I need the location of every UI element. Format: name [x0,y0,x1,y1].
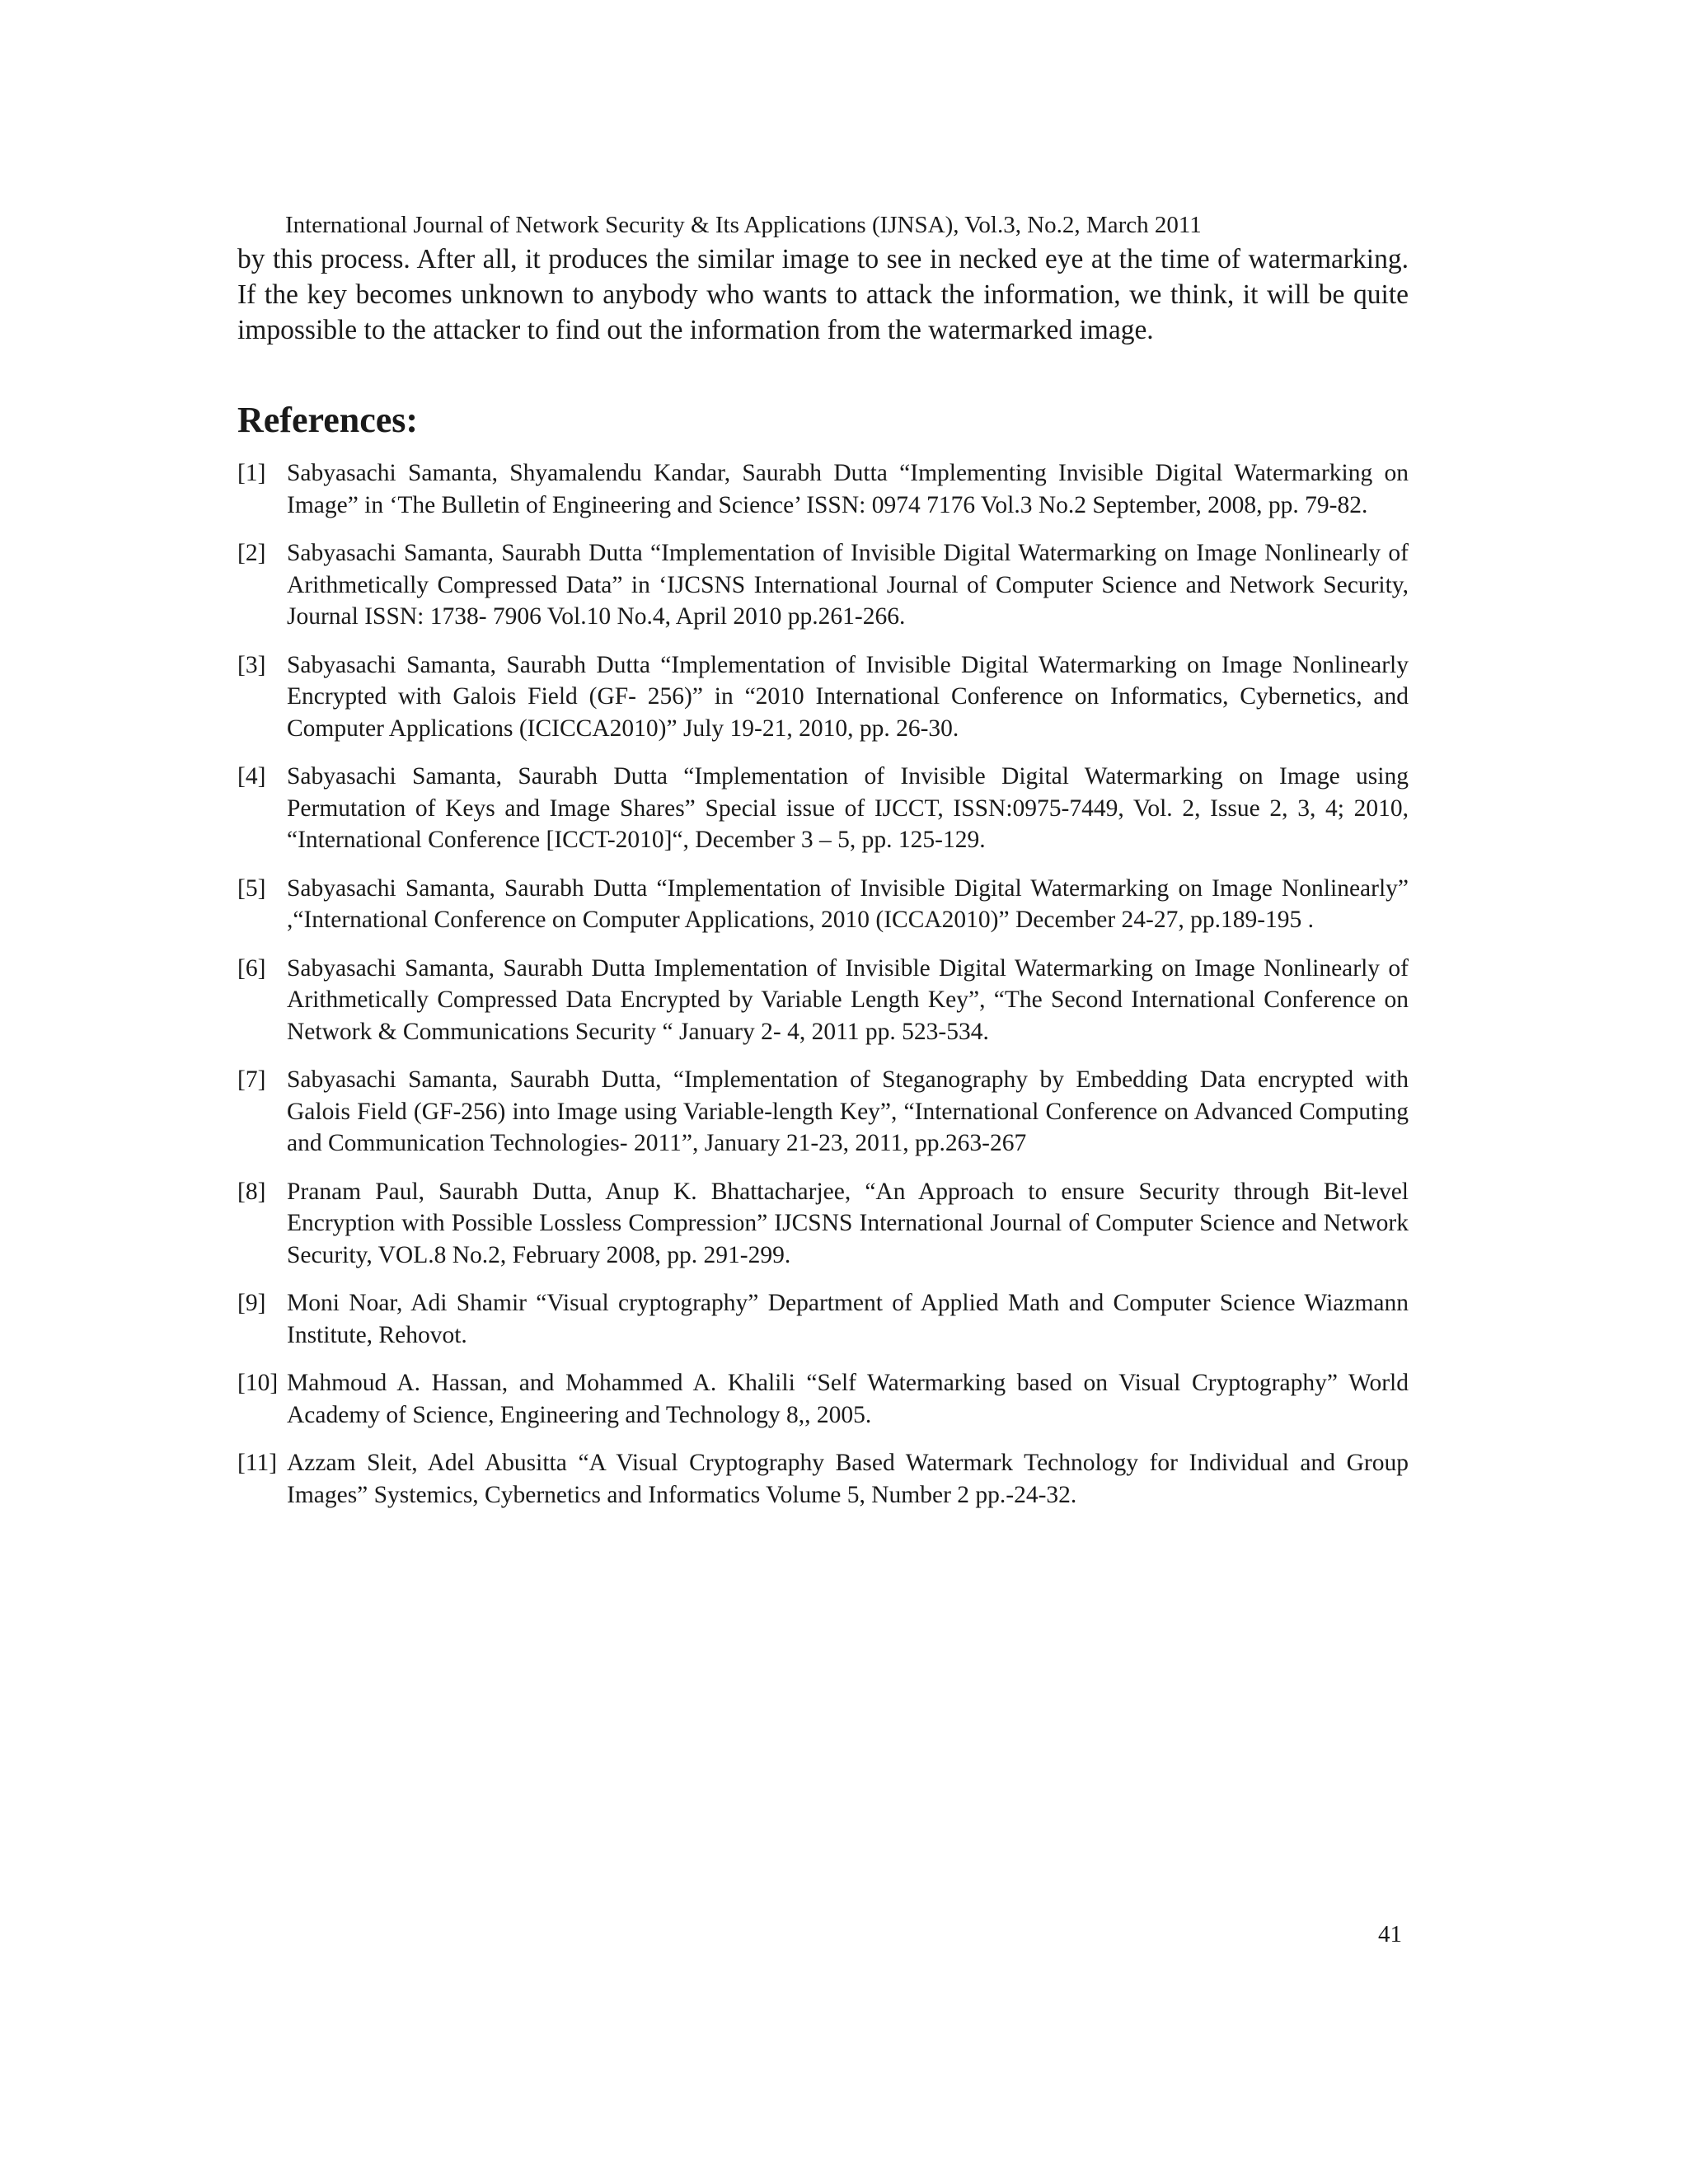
page-number: 41 [1378,1921,1402,1947]
reference-text: Pranam Paul, Saurabh Dutta, Anup K. Bhattacharjee, “An Approach to ensure Security through Bit-level Encryption with Possible Lossless Compression” IJCSNS International Journal of Computer Science and Network Security, VOL.8 No.2, February 2008, pp. 291-299. [287,1178,1409,1268]
reference-list [237,457,1409,1527]
reference-item [237,1176,1409,1272]
running-header: International Journal of Network Security & Its Applications (IJNSA), Vol.3, No.2, March 2011 [285,212,1202,238]
reference-number: [2] [237,540,266,566]
reference-number: [8] [237,1178,266,1205]
reference-item [237,1367,1409,1431]
reference-text: Sabyasachi Samanta, Saurabh Dutta “Implementation of Invisible Digital Watermarking on Image Nonlinearly Encrypted with Galois Field (GF- 256)” in “2010 International Conference on Informatics, Cybernetics, and Computer Applications (ICICCA2010)” July 19-21, 2010, pp. 26-30. [287,651,1409,742]
reference-number: [7] [237,1066,266,1093]
reference-text: Mahmoud A. Hassan, and Mohammed A. Khalili “Self Watermarking based on Visual Cryptography” World Academy of Science, Engineering and Technology 8,, 2005. [287,1370,1409,1428]
reference-text: Sabyasachi Samanta, Saurabh Dutta Implementation of Invisible Digital Watermarking on Image Nonlinearly of Arithmetically Compressed Data Encrypted by Variable Length Key”, “The Second International Conference on Network & Communications Security “ January 2- 4, 2011 pp. 523-534. [287,954,1409,1045]
reference-item [237,761,1409,856]
reference-number: [9] [237,1290,266,1316]
reference-text: Sabyasachi Samanta, Shyamalendu Kandar, Saurabh Dutta “Implementing Invisible Digital Watermarking on Image” in ‘The Bulletin of Engineering and Science’ ISSN: 0974 7176 Vol.3 No.2 September, 2008, pp. 79-82. [287,460,1409,518]
reference-text: Sabyasachi Samanta, Saurabh Dutta “Implementation of Invisible Digital Watermarking on Image using Permutation of Keys and Image Shares” Special issue of IJCCT, ISSN:0975-7449, Vol. 2, Issue 2, 3, 4; 2010, “International Conference [ICCT-2010]“, December 3 – 5, pp. 125-129. [287,763,1409,853]
reference-number: [1] [237,460,266,486]
reference-number: [10] [237,1370,279,1396]
reference-item [237,1064,1409,1160]
reference-item [237,537,1409,633]
reference-text: Moni Noar, Adi Shamir “Visual cryptography” Department of Applied Math and Computer Science Wiazmann Institute, Rehovot. [287,1290,1409,1348]
reference-text: Azzam Sleit, Adel Abusitta “A Visual Cryptography Based Watermark Technology for Individual and Group Images” Systemics, Cybernetics and Informatics Volume 5, Number 2 pp.-24-32. [287,1450,1409,1508]
reference-item [237,457,1409,521]
reference-number: [5] [237,874,266,902]
reference-item [237,649,1409,745]
references-heading: References: [237,400,419,440]
reference-text: Sabyasachi Samanta, Saurabh Dutta, “Implementation of Steganography by Embedding Data encrypted with Galois Field (GF-256) into Image using Variable-length Key”, “International Conference on Advanced Computing and Communication Technologies- 2011”, January 21-23, 2011, pp.263-267 [287,1066,1409,1156]
reference-number: [4] [237,763,266,790]
reference-item [237,953,1409,1048]
intro-paragraph: by this process. After all, it produces the similar image to see in necked eye at the time of watermarking. If the key becomes unknown to anybody who wants to attack the information, we think, it will be quite impossible to the attacker to find out the information from the watermarked image. [237,244,1409,345]
reference-item [237,873,1409,936]
reference-item [237,1447,1409,1511]
reference-item [237,1287,1409,1351]
reference-text: Sabyasachi Samanta, Saurabh Dutta “Implementation of Invisible Digital Watermarking on Image Nonlinearly” ,“International Conference on Computer Applications, 2010 (ICCA2010)” December 24-27, pp.189-195 . [287,874,1409,933]
reference-number: [3] [237,651,266,678]
reference-text: Sabyasachi Samanta, Saurabh Dutta “Implementation of Invisible Digital Watermarking on Image Nonlinearly of Arithmetically Compressed Data” in ‘IJCSNS International Journal of Computer Science and Network Security, Journal ISSN: 1738- 7906 Vol.10 No.4, April 2010 pp.261-266. [287,540,1409,630]
reference-number: [6] [237,954,266,982]
reference-number: [11] [237,1450,278,1476]
